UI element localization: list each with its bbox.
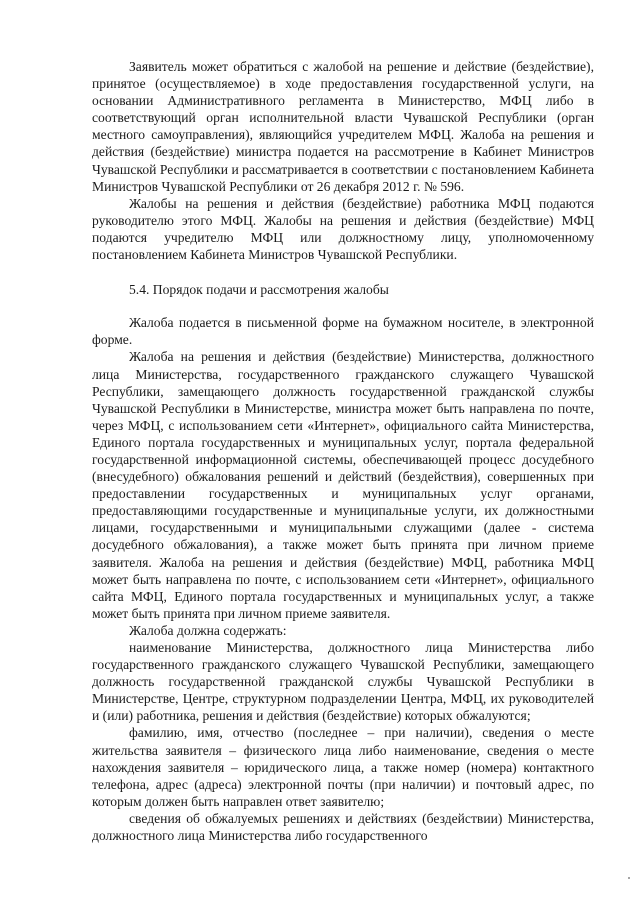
paragraph-mfc-complaints: Жалобы на решения и действия (бездействие) работника МФЦ подаются руководителю этого МФЦ. Жалобы на решения и действия (бездействие) МФЦ подаются учредителю МФЦ или должностному лицу, уполномоченному постановлением Кабинета Министров Чувашской Республики.: [92, 195, 594, 263]
document-body: [92, 58, 594, 844]
paragraph-contents-applicant: фамилию, имя, отчество (последнее – при наличии), сведения о месте жительства заявителя – физического лица либо наименование, сведения о месте нахождения заявителя – юридического лица, а также номер (номера) контактного телефона, адрес (адреса) электронной почты (при наличии) и почтовый адрес, по которым должен быть направлен ответ заявителю;: [92, 725, 594, 809]
paragraph-contents-name: наименование Министерства, должностного лица Министерства либо государственного гражданского служащего Чувашской Республики, замещающего должность государственной гражданской службы Чувашской Республики в Министерстве, Центре, структурном подразделении Центра, МФЦ, их руководителей и (или) работника, решения и действия (бездействие) которых обжалуются;: [92, 640, 594, 724]
paragraph-complaint-form: Жалоба подается в письменной форме на бумажном носителе, в электронной форме.: [92, 315, 594, 348]
section-heading: 5.4. Порядок подачи и рассмотрения жалобы: [129, 282, 389, 298]
paragraph-submission-channels: Жалоба на решения и действия (бездействие) Министерства, должностного лица Министерства, государственного гражданского служащего Чувашской Республики, замещающего должность государственной гражданской службы Чувашской Республики в Министерстве, министра может быть направлена по почте, через МФЦ, с использованием сети «Интернет», официального сайта Министерства, Единого портала государственных и муниципальных услуг, портала федеральной государственной информационной системы, обеспечивающей процесс досудебного (внесудебного) обжалования решений и действий (бездействия), совершенных при предоставлении государственных и муниципальных услуг органами, предоставляющими государственные и муниципальные услуги, их должностными лицами, государственными и муниципальными служащими (далее - система досудебного обжалования), а также может быть принята при личном приеме заявителя. Жалоба на решения и действия (бездействие) МФЦ, работника МФЦ может быть направлена по почте, с использованием сети «Интернет», официального сайта МФЦ, Единого портала государственных и муниципальных услуг, а также может быть принята при личном приеме заявителя.: [92, 349, 594, 621]
paragraph-contents-intro: Жалоба должна содержать:: [129, 622, 287, 638]
scan-speck: [628, 877, 630, 879]
paragraph-contents-decisions: сведения об обжалуемых решениях и действиях (бездействии) Министерства, должностного лица Министерства либо государственного: [92, 810, 594, 844]
paragraph-complaint-right: Заявитель может обратиться с жалобой на решение и действие (бездействие), принятое (осуществляемое) в ходе предоставления государственной услуги, на основании Административного регламента в Министерство, МФЦ либо в соответствующий орган исполнительной власти Чувашской Республики (орган местного самоуправления), являющийся учредителем МФЦ. Жалоба на решения и действия (бездействие) министра подается на рассмотрение в Кабинет Министров Чувашской Республики и рассматривается в соответствии с постановлением Кабинета Министров Чувашской Республики от 26 декабря 2012 г. № 596.: [92, 59, 594, 194]
